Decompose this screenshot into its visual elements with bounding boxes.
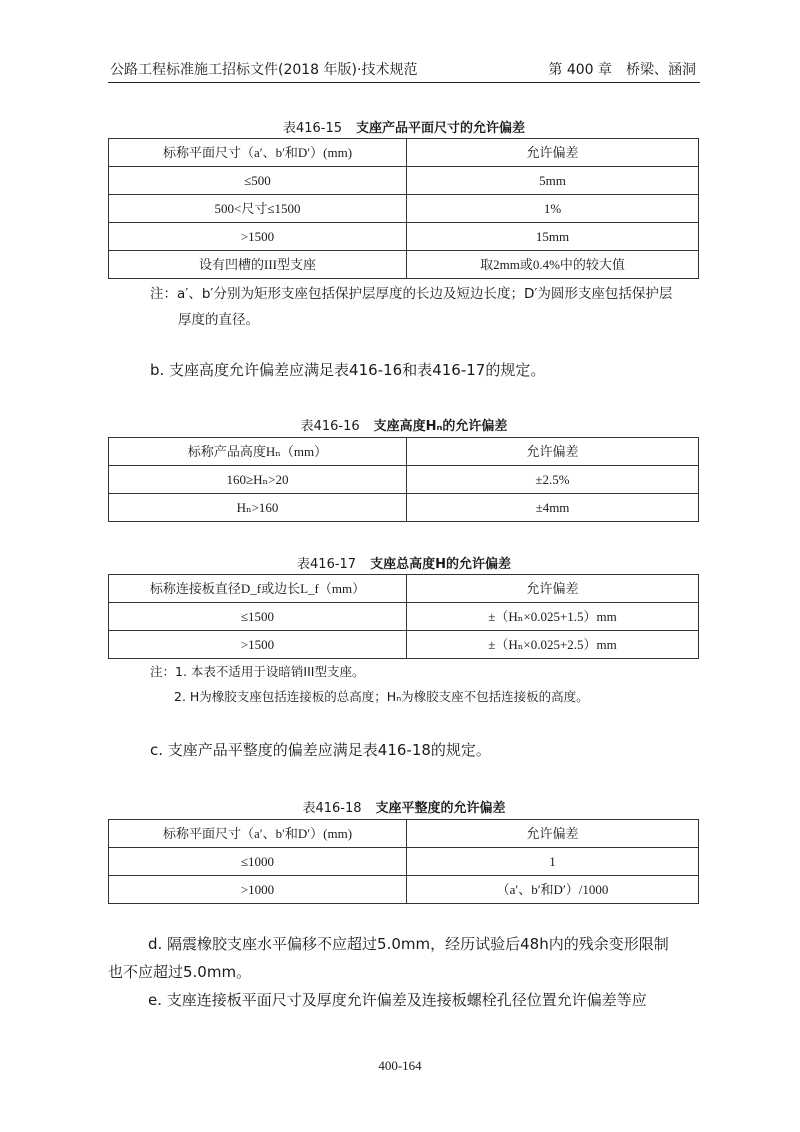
table-row xyxy=(109,603,699,631)
table-row xyxy=(109,195,699,223)
table-cell: 1% xyxy=(407,195,699,223)
table16-number: 表416-16 xyxy=(300,419,360,434)
table-row xyxy=(109,251,699,279)
page-number: 400-164 xyxy=(378,1058,422,1073)
paragraph-b: b. 支座高度允许偏差应满足表416-16和表416-17的规定。 xyxy=(150,361,546,379)
paragraph-c: c. 支座产品平整度的偏差应满足表416-18的规定。 xyxy=(150,741,491,759)
table17-note2: 2. H为橡胶支座包括连接板的总高度；Hₙ为橡胶支座不包括连接板的高度。 xyxy=(174,689,589,704)
table-cell: ±2.5% xyxy=(407,466,699,494)
table15 xyxy=(108,138,699,279)
table15-title: 支座产品平面尺寸的允许偏差 xyxy=(356,121,526,136)
table-cell: 160≥Hₙ>20 xyxy=(109,466,407,494)
table-header-cell: 标称连接板直径D_f或边长L_f（mm） xyxy=(109,575,407,603)
table-header-cell: 允许偏差 xyxy=(407,438,699,466)
table-cell: 5mm xyxy=(407,167,699,195)
table-cell: ±（Hₙ×0.025+1.5）mm xyxy=(407,603,699,631)
table-header-row xyxy=(109,438,699,466)
table-cell: 取2mm或0.4%中的较大值 xyxy=(407,251,699,279)
table-row xyxy=(109,167,699,195)
table-row xyxy=(109,494,699,522)
table17-number: 表416-17 xyxy=(297,557,357,572)
table-row xyxy=(109,876,699,904)
table16 xyxy=(108,437,699,522)
table-header-cell: 允许偏差 xyxy=(407,820,699,848)
table-row xyxy=(109,631,699,659)
table-cell: >1500 xyxy=(109,631,407,659)
table-cell: ≤1500 xyxy=(109,603,407,631)
table-cell: 设有凹槽的III型支座 xyxy=(109,251,407,279)
table-cell: （a′、b′和D′）/1000 xyxy=(407,876,699,904)
paragraph-e: e. 支座连接板平面尺寸及厚度允许偏差及连接板螺栓孔径位置允许偏差等应 xyxy=(148,991,647,1009)
table18 xyxy=(108,819,699,904)
table15-note-line2: 厚度的直径。 xyxy=(178,312,259,328)
table-row xyxy=(109,223,699,251)
table-header-cell: 标称产品高度Hₙ（mm） xyxy=(109,438,407,466)
table18-title: 支座平整度的允许偏差 xyxy=(375,801,506,816)
table-cell: ±4mm xyxy=(407,494,699,522)
table15-note-line1: 注：a′、b′分别为矩形支座包括保护层厚度的长边及短边长度；D′为圆形支座包括保护层 xyxy=(150,286,673,302)
table-cell: ±（Hₙ×0.025+2.5）mm xyxy=(407,631,699,659)
table-cell: >1500 xyxy=(109,223,407,251)
table-row xyxy=(109,848,699,876)
table17-caption xyxy=(108,553,700,572)
table-cell: 15mm xyxy=(407,223,699,251)
paragraph-d-line1: d. 隔震橡胶支座水平偏移不应超过5.0mm，经历试验后48h内的残余变形限制 xyxy=(148,935,669,953)
table-header-row xyxy=(109,820,699,848)
table15-caption xyxy=(108,117,700,136)
table18-caption xyxy=(108,797,700,816)
header-document-title: 公路工程标准施工招标文件(2018 年版)·技术规范 xyxy=(110,62,418,78)
table17 xyxy=(108,574,699,659)
table-header-cell: 标称平面尺寸（a′、b′和D′）(mm) xyxy=(109,820,407,848)
page-header xyxy=(108,58,700,83)
table-cell: >1000 xyxy=(109,876,407,904)
table-cell: Hₙ>160 xyxy=(109,494,407,522)
table-cell: ≤1000 xyxy=(109,848,407,876)
table-header-cell: 允许偏差 xyxy=(407,575,699,603)
table17-title: 支座总高度H的允许偏差 xyxy=(370,557,511,572)
table-cell: 500<尺寸≤1500 xyxy=(109,195,407,223)
table-header-row xyxy=(109,139,699,167)
table16-title: 支座高度Hₙ的允许偏差 xyxy=(373,419,508,434)
table-header-row xyxy=(109,575,699,603)
table17-note1: 注：1. 本表不适用于设暗销III型支座。 xyxy=(150,664,365,679)
paragraph-d-line2: 也不应超过5.0mm。 xyxy=(108,963,252,981)
table15-number: 表416-15 xyxy=(282,121,343,136)
table16-caption xyxy=(108,415,700,434)
table-cell: ≤500 xyxy=(109,167,407,195)
table-cell: 1 xyxy=(407,848,699,876)
table-row xyxy=(109,466,699,494)
table-header-cell: 允许偏差 xyxy=(407,139,699,167)
header-chapter: 第 400 章 桥梁、涵洞 xyxy=(548,62,696,78)
table18-number: 表416-18 xyxy=(302,801,362,816)
table-header-cell: 标称平面尺寸（a′、b′和D′）(mm) xyxy=(109,139,407,167)
